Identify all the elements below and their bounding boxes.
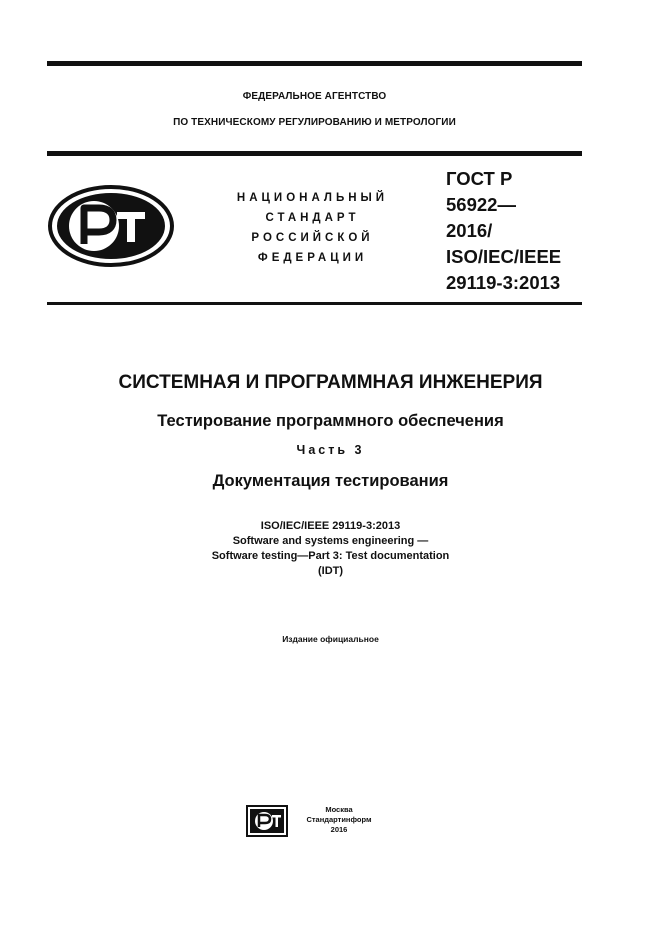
designation-line: ГОСТ Р <box>446 168 513 189</box>
agency-line-2: ПО ТЕХНИЧЕСКОМУ РЕГУЛИРОВАНИЮ И МЕТРОЛОГИИ <box>173 117 456 128</box>
document-part-title: Документация тестирования <box>212 472 449 490</box>
national-standard-line: ФЕДЕРАЦИИ <box>257 252 368 264</box>
agency-line-1: ФЕДЕРАЛЬНОЕ АГЕНТСТВО <box>242 91 387 102</box>
national-standard-line: НАЦИОНАЛЬНЫЙ <box>236 192 389 204</box>
designation-line: 29119-3:2013 <box>446 272 561 293</box>
document-title: СИСТЕМНАЯ И ПРОГРАММНАЯ ИНЖЕНЕРИЯ <box>118 372 543 393</box>
middle-rule <box>47 151 582 156</box>
top-rule <box>47 61 582 66</box>
rst-emblem-icon <box>47 184 175 268</box>
document-subtitle: Тестирование программного обеспечения <box>157 412 504 430</box>
international-line: ISO/IEC/IEEE 29119-3:2013 <box>260 520 401 532</box>
national-standard-label <box>200 188 425 268</box>
bottom-rule <box>47 302 582 305</box>
international-line: (IDT) <box>317 565 344 577</box>
standard-designation <box>446 166 586 296</box>
publisher-city: Москва <box>325 805 353 814</box>
document-part: Часть 3 <box>296 443 365 457</box>
edition-label: Издание официальное <box>282 634 379 644</box>
publisher-imprint <box>298 805 380 835</box>
designation-line: 2016/ <box>446 220 493 241</box>
publisher-name: Стандартинформ <box>306 815 372 824</box>
national-standard-line: СТАНДАРТ <box>265 212 360 224</box>
designation-line: ISO/IEC/IEEE <box>446 246 562 267</box>
national-standard-line: РОССИЙСКОЙ <box>251 232 374 244</box>
international-line: Software and systems engineering — <box>232 535 429 547</box>
designation-line: 56922— <box>446 194 516 215</box>
publisher-year: 2016 <box>330 825 348 834</box>
standartinform-logo-icon <box>246 805 288 837</box>
international-reference <box>30 519 631 579</box>
international-line: Software testing—Part 3: Test documentation <box>211 550 450 562</box>
